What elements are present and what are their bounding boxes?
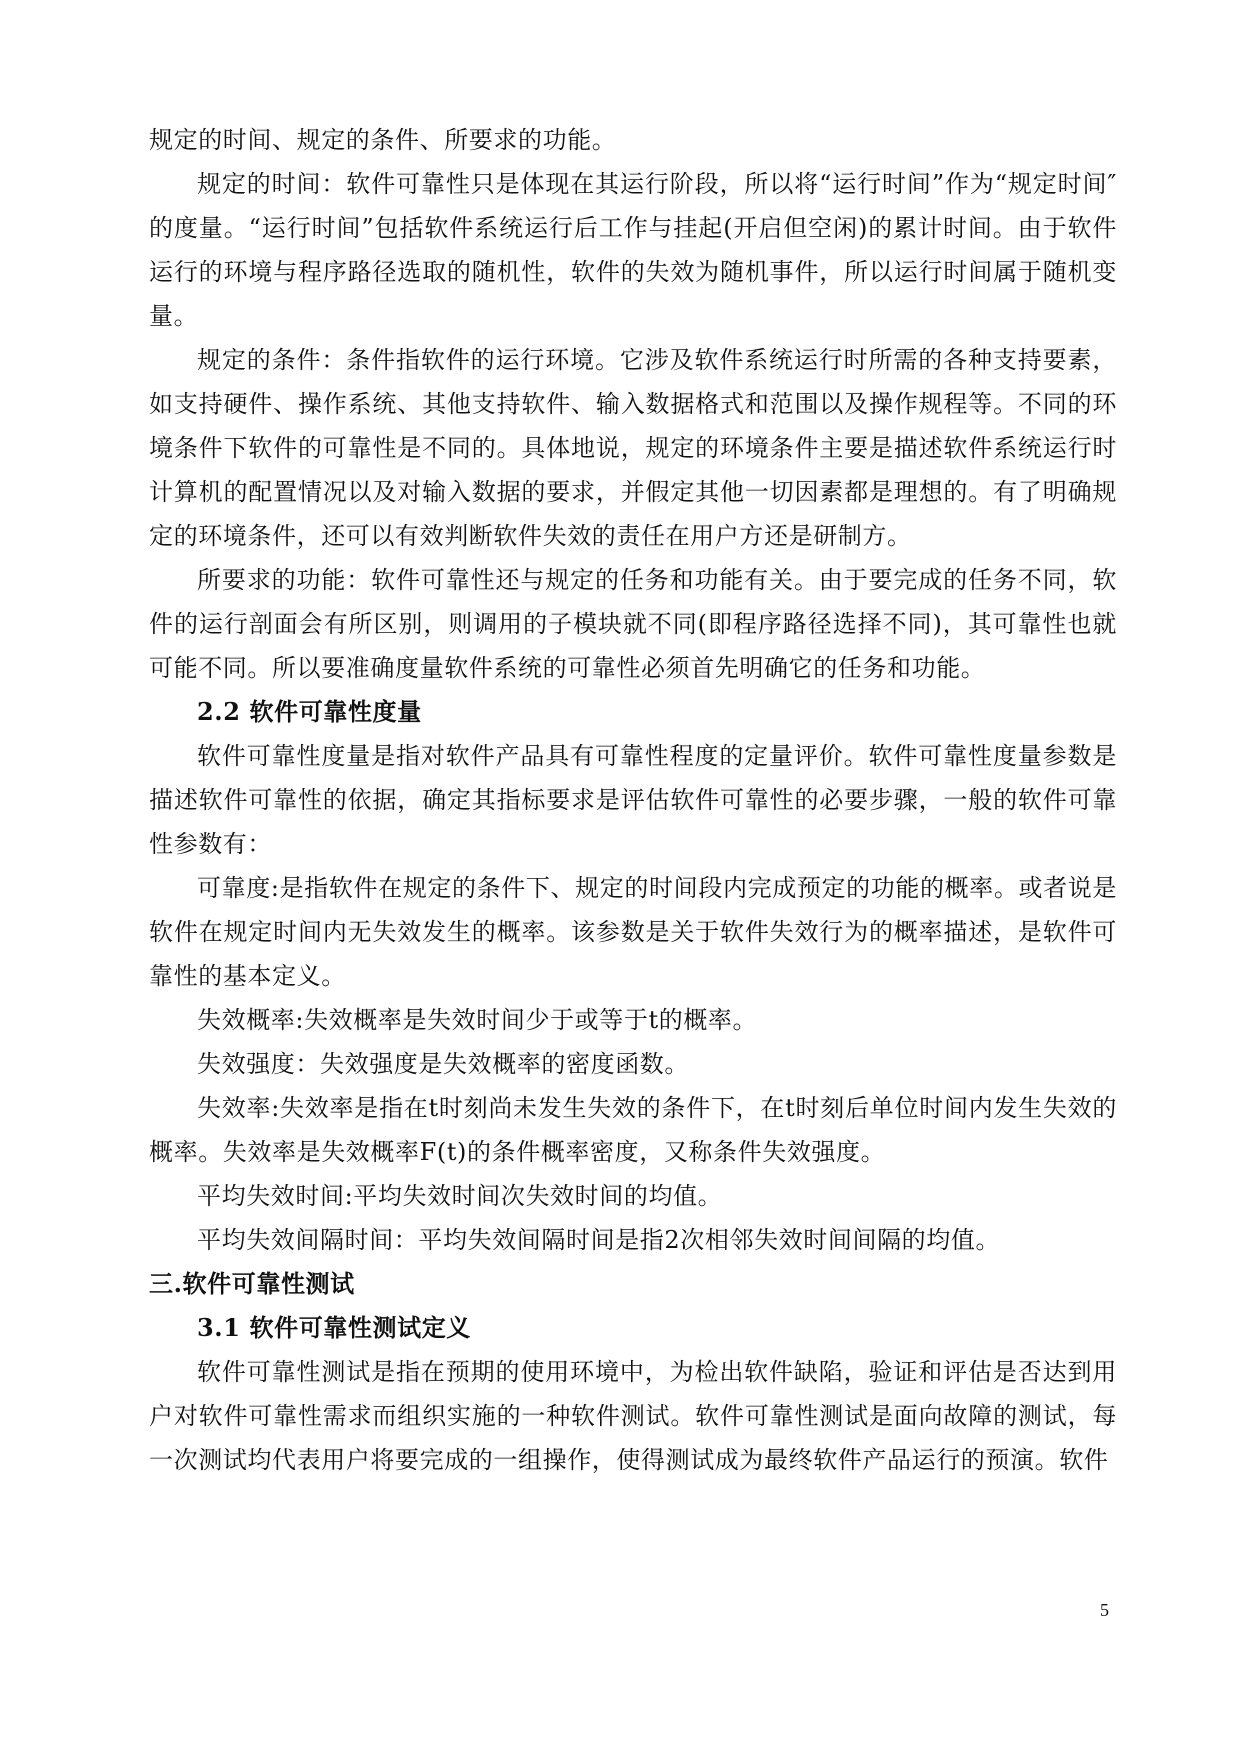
section-heading-3: 三.软件可靠性测试 bbox=[149, 1269, 355, 1298]
paragraph-reliability-testing: 软件可靠性测试是指在预期的使用环境中，为检出软件缺陷，验证和评估是否达到用户对软件可靠性需求而组织实施的一种软件测试。软件可靠性测试是面向故障的测试，每一次测试均代表用户将要完成的一组操作，使得测试成为最终软件产品运行的预演。软件 bbox=[149, 1358, 1117, 1474]
paragraph-specified-conditions: 规定的条件：条件指软件的运行环境。它涉及软件系统运行时所需的各种支持要素，如支持硬件、操作系统、其他支持软件、输入数据格式和范围以及操作规程等。不同的环境条件下软件的可靠性是不同的。具体地说，规定的环境条件主要是描述软件系统运行时计算机的配置情况以及对输入数据的要求，并假定其他一切因素都是理想的。有了明确规定的环境条件，还可以有效判断软件失效的责任在用户方还是研制方。 bbox=[149, 346, 1117, 550]
paragraph-failure-intensity: 失效强度：失效强度是失效概率的密度函数。 bbox=[197, 1050, 689, 1078]
paragraph-failure-rate: 失效率:失效率是指在t时刻尚未发生失效的条件下，在t时刻后单位时间内发生失效的概率。失效率是失效概率F(t)的条件概率密度，又称条件失效强度。 bbox=[149, 1094, 1117, 1166]
document-body bbox=[149, 118, 1117, 1482]
paragraph-specified-time: 规定的时间：软件可靠性只是体现在其运行阶段，所以将“运行时间”作为“规定时间″的度量。“运行时间”包括软件系统运行后工作与挂起(开启但空闲)的累计时间。由于软件运行的环境与程序路径选取的随机性，软件的失效为随机事件，所以运行时间属于随机变量。 bbox=[149, 170, 1117, 330]
section-heading-2-2: 2.2 软件可靠性度量 bbox=[197, 697, 422, 726]
paragraph-continuation: 规定的时间、规定的条件、所要求的功能。 bbox=[149, 126, 617, 154]
page-number: 5 bbox=[1100, 1600, 1109, 1620]
paragraph-mttf: 平均失效时间:平均失效时间次失效时间的均值。 bbox=[197, 1182, 723, 1210]
paragraph-reliability-measure: 软件可靠性度量是指对软件产品具有可靠性程度的定量评价。软件可靠性度量参数是描述软件可靠性的依据，确定其指标要求是评估软件可靠性的必要步骤，一般的软件可靠性参数有： bbox=[149, 742, 1117, 858]
section-heading-3-1: 3.1 软件可靠性测试定义 bbox=[197, 1313, 471, 1342]
paragraph-reliability: 可靠度:是指软件在规定的条件下、规定的时间段内完成预定的功能的概率。或者说是软件在规定时间内无失效发生的概率。该参数是关于软件失效行为的概率描述，是软件可靠性的基本定义。 bbox=[149, 874, 1117, 990]
paragraph-failure-probability: 失效概率:失效概率是失效时间少于或等于t的概率。 bbox=[197, 1006, 758, 1034]
paragraph-required-function: 所要求的功能：软件可靠性还与规定的任务和功能有关。由于要完成的任务不同，软件的运行剖面会有所区别，则调用的子模块就不同(即程序路径选择不同)，其可靠性也就可能不同。所以要准确度量软件系统的可靠性必须首先明确它的任务和功能。 bbox=[149, 566, 1117, 682]
paragraph-mtbf: 平均失效间隔时间：平均失效间隔时间是指2次相邻失效时间间隔的均值。 bbox=[197, 1226, 1001, 1254]
